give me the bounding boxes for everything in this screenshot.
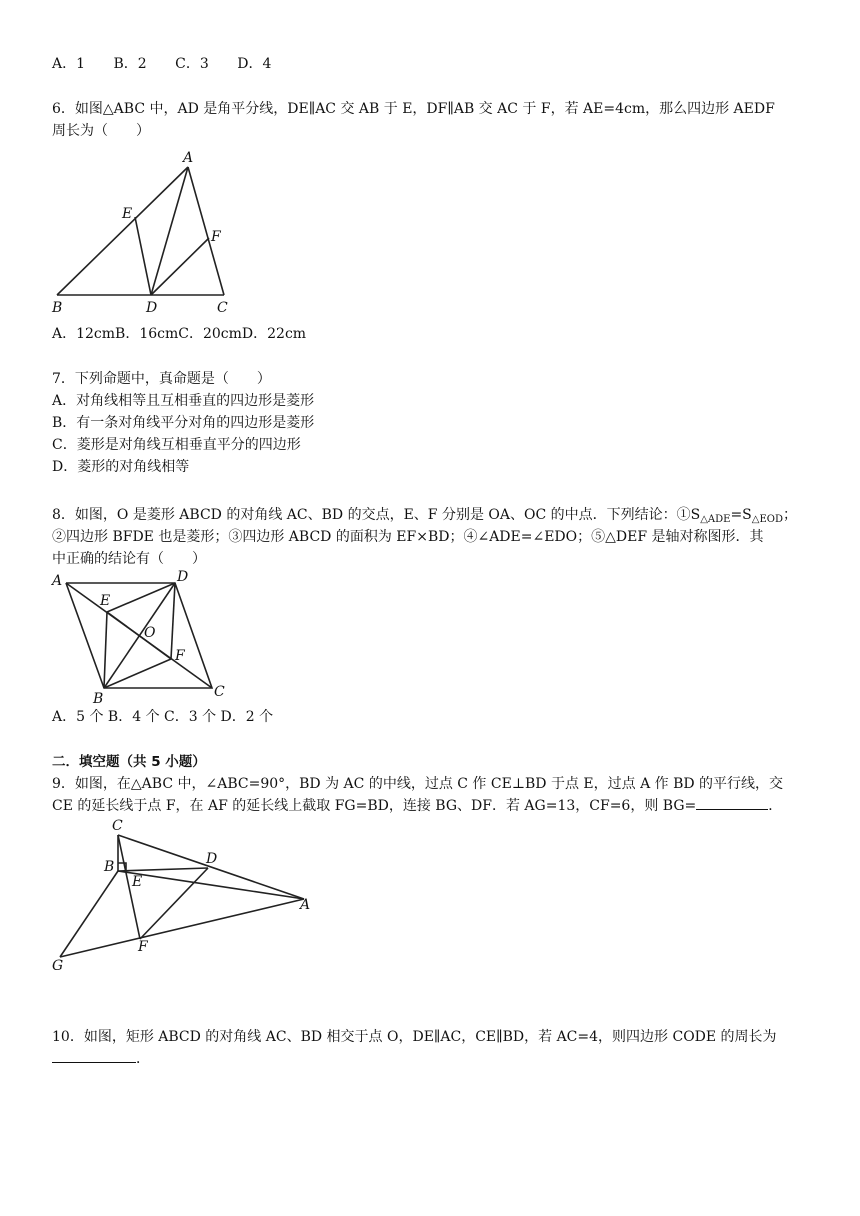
q6-label-b: B — [52, 300, 63, 316]
q7-option-a: A．对角线相等且互相垂直的四边形是菱形 — [52, 393, 315, 409]
q8-label-e: E — [100, 593, 111, 609]
q8-options: A．5 个 B．4 个 C．3 个 D．2 个 — [52, 709, 274, 725]
q7-option-b: B．有一条对角线平分对角的四边形是菱形 — [52, 415, 315, 431]
q9-answer-blank — [696, 809, 768, 810]
q5-option-a: A．1 — [52, 56, 86, 72]
q8-label-d: D — [177, 569, 189, 585]
q8-label-f: F — [175, 648, 185, 664]
q10-answer-blank — [52, 1062, 136, 1063]
section-heading: 二．填空题（共 5 小题） — [52, 754, 206, 770]
q6-stem-line1: 6．如图△ABC 中，AD 是角平分线，DE∥AC 交 AB 于 E，DF∥AB 交 AC 于 F，若 AE=4cm，那么四边形 AEDF — [52, 101, 775, 117]
q8-label-a: A — [52, 573, 63, 589]
q7-option-d: D．菱形的对角线相等 — [52, 459, 190, 475]
q6-label-d: D — [146, 300, 158, 316]
q6-figure — [50, 148, 300, 318]
q6-options: A．12cmB．16cmC．20cmD．22cm — [52, 326, 307, 342]
q6-label-f: F — [211, 229, 221, 245]
q9-label-b: B — [104, 859, 115, 875]
q8-figure — [50, 567, 250, 707]
q9-figure — [48, 818, 328, 978]
q8-label-o: O — [144, 625, 156, 641]
q8-subscript-eod: △EOD — [751, 514, 783, 525]
q5-option-c: C．3 — [175, 56, 209, 72]
q8-label-c: C — [214, 684, 225, 700]
q9-stem-line2 — [52, 796, 782, 816]
q9-label-e: E — [132, 874, 143, 890]
q10-stem-line1: 10．如图，矩形 ABCD 的对角线 AC、BD 相交于点 O，DE∥AC，CE∥BD，若 AC=4，则四边形 CODE 的周长为 — [52, 1029, 777, 1045]
q9-label-f: F — [138, 939, 148, 955]
q6-stem-line2: 周长为（ ） — [52, 123, 150, 139]
q6-label-c: C — [217, 300, 228, 316]
q9-stem-line1: 9．如图，在△ABC 中，∠ABC=90°，BD 为 AC 的中线，过点 C 作 CE⊥BD 于点 E，过点 A 作 BD 的平行线，交 — [52, 776, 784, 792]
q9-label-a: A — [300, 897, 311, 913]
q6-label-e: E — [122, 206, 133, 222]
q9-label-d: D — [206, 851, 218, 867]
q9-end: ． — [768, 798, 783, 814]
q8-stem-text: 8．如图，O 是菱形 ABCD 的对角线 AC、BD 的交点，E、F 分别是 OA、OC 的中点．下列结论：①S — [52, 507, 701, 523]
q7-option-c: C．菱形是对角线互相垂直平分的四边形 — [52, 437, 301, 453]
q5-option-b: B．2 — [113, 56, 147, 72]
q10-stem-line2 — [52, 1049, 150, 1069]
q7-stem: 7．下列命题中，真命题是（ ） — [52, 371, 271, 387]
q8-stem-line2: ②四边形 BFDE 也是菱形；③四边形 ABCD 的面积为 EF×BD；④∠ADE=∠EDO；⑤△DEF 是轴对称图形．其 — [52, 529, 764, 545]
q9-label-c: C — [112, 818, 123, 834]
q8-stem-line3: 中正确的结论有（ ） — [52, 551, 206, 567]
q8-label-b: B — [93, 691, 104, 707]
q8-subscript-ade: △ADE — [700, 514, 731, 525]
q9-label-g: G — [52, 958, 64, 974]
q5-options — [52, 54, 271, 74]
q6-label-a: A — [183, 150, 194, 166]
q8-equals: =S — [730, 507, 752, 523]
q5-option-d: D．4 — [237, 56, 272, 72]
q10-end: ． — [136, 1051, 150, 1067]
q8-semicolon: ； — [783, 507, 797, 523]
q9-stem-text: CE 的延长线于点 F，在 AF 的延长线上截取 FG=BD，连接 BG、DF．若 AG=13，CF=6，则 BG= — [52, 798, 697, 814]
